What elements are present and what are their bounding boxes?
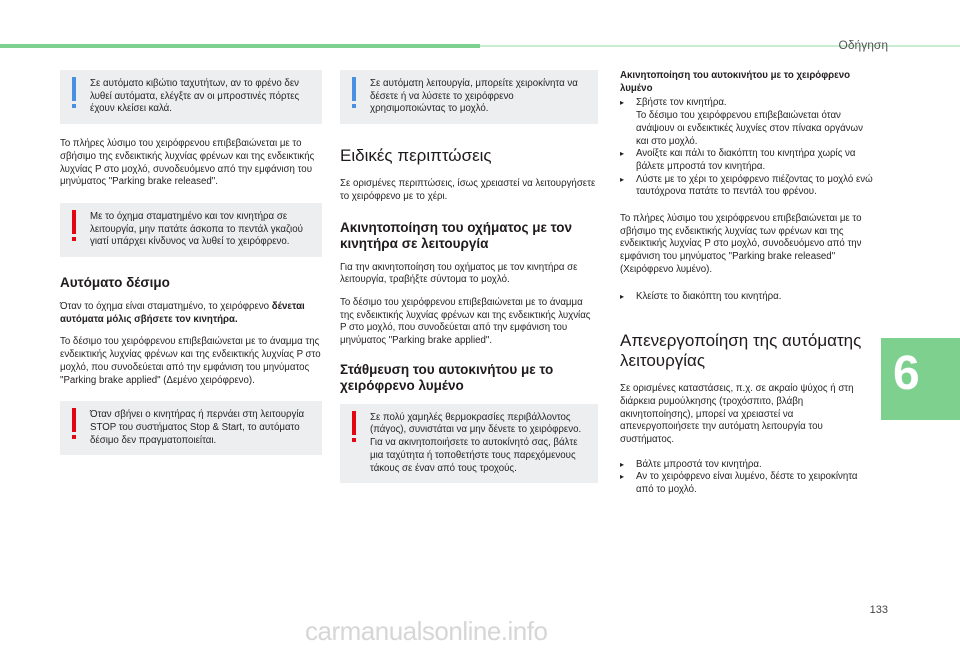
bullet-item: ▸ Λύστε με το χέρι το χειρόφρενο πιέζοντας το μοχλό ενώ ταυτόχρονα πατάτε το πεντάλ του φρένου. — [620, 174, 875, 199]
paragraph-text: Όταν το όχημα είναι σταματημένο, το χειρόφρενο — [60, 301, 272, 313]
heading-park-released: Στάθμευση του αυτοκινήτου με το χειρόφρενο λυμένο — [340, 361, 554, 393]
section-title: Οδήγηση — [838, 38, 888, 52]
column-2 — [340, 70, 598, 483]
chapter-tab — [881, 338, 960, 420]
paragraph — [60, 301, 322, 326]
paragraph: Για την ακινητοποίηση του οχήματος με τον κινητήρα σε λειτουργία, τραβήξτε σύντομα το μοχλό. — [340, 261, 578, 286]
warning-note-text: Με το όχημα σταματημένο και τον κινητήρα σε λειτουργία, μην πατάτε άσκοπα το πεντάλ γκαζιού γιατί υπάρχει κίνδυνος να λυθεί το χειρόφρενο. — [90, 210, 303, 248]
info-note — [340, 70, 598, 124]
column-3 — [620, 70, 875, 497]
bullet-item: ▸ Σβήστε τον κινητήρα. Το δέσιμο του χειρόφρενου επιβεβαιώνεται όταν ανάψουν οι ενδεικτικές λυχνίες στον πίνακα οργάνων και στο μοχλό. — [620, 97, 875, 148]
paragraph: Το δέσιμο του χειρόφρενου επιβεβαιώνεται με το άναμμα της ενδεικτικής λυχνίας φρένων και της ενδεικτικής λυχνίας P στο μοχλό, που συνοδεύεται από την εμφάνιση του μηνύματος "Parking brake applied" (Δεμένο χειρόφρενο). — [60, 336, 321, 386]
warning-icon — [72, 210, 76, 234]
bullet-item: ▸ Βάλτε μπροστά τον κινητήρα. — [620, 459, 875, 472]
info-note-text: Σε αυτόματη λειτουργία, μπορείτε χειροκίνητα να δέσετε ή να λύσετε το χειρόφρενο χρησιμοποιώντας το μοχλό. — [370, 78, 578, 115]
info-icon — [352, 77, 356, 101]
warning-note — [60, 401, 322, 455]
warning-icon — [72, 408, 76, 432]
info-icon — [72, 77, 76, 101]
subheading-immobilise: Ακινητοποίηση του αυτοκινήτου με το χειρόφρενο λυμένο — [620, 70, 851, 94]
info-note-text: Σε αυτόματο κιβώτιο ταχυτήτων, αν το φρένο δεν λυθεί αυτόματα, ελέγξτε αν οι μπροστινές πόρτες έχουν κλείσει καλά. — [90, 78, 300, 115]
paragraph: Το πλήρες λύσιμο του χειρόφρενου επιβεβαιώνεται με το σβήσιμο της ενδεικτικής λυχνίας των φρένων και της ενδεικτικής λυχνίας P στο μοχλό, συνοδευόμενο από την εμφάνιση του μηνύματος "Parking brake released" (Χειρόφρενο λυμένο). — [620, 213, 862, 275]
header-accent-bar-light — [480, 45, 960, 47]
warning-note-text: Όταν σβήνει ο κινητήρας ή περνάει στη λειτουργία STOP του συστήματος Stop & Start, το αυτόματο δέσιμο δεν πραγματοποιείται. — [90, 409, 305, 446]
heading-immobilise-running: Ακινητοποίηση του οχήματος με τον κινητήρα σε λειτουργία — [340, 219, 573, 251]
warning-note — [60, 203, 322, 257]
bullet-item: ▸ Ανοίξτε και πάλι το διακόπτη του κινητήρα χωρίς να βάλετε μπροστά τον κινητήρα. — [620, 148, 875, 173]
paragraph-bold-text: δένεται αυτόματα μόλις σβήσετε τον κινητήρα. — [60, 301, 305, 325]
page-number: 133 — [869, 604, 888, 616]
chapter-number: 6 — [893, 347, 920, 400]
heading-disable-auto: Απενεργοποίηση της αυτόματης λειτουργίας — [620, 331, 862, 371]
info-note — [60, 70, 322, 124]
heading-auto-engage: Αυτόματο δέσιμο — [60, 275, 170, 291]
paragraph: Το δέσιμο του χειρόφρενου επιβεβαιώνεται με το άναμμα της ενδεικτικής λυχνίας φρένων και της ενδεικτικής λυχνίας P στο μοχλό, που συνοδεύεται από την εμφάνιση του μηνύματος "Parking brake applied". — [340, 296, 591, 347]
heading-special-cases: Ειδικές περιπτώσεις — [340, 146, 492, 166]
paragraph: Σε ορισμένες καταστάσεις, π.χ. σε ακραίο ψύχος ή στη διάρκεια ρυμούλκησης (τροχόσπιτο, βλάβη ακινητοποίησης), μπορεί να χρειαστεί να απενεργοποιήσετε την αυτόματη λειτουργία του συστήματος. — [620, 383, 854, 446]
header-accent-bar — [0, 44, 480, 48]
warning-note-text: Σε πολύ χαμηλές θερμοκρασίες περιβάλλοντος (πάγος), συνιστάται να μην δένετε το χειρόφρενο. Για να ακινητοποιήσετε το αυτοκίνητό σας, βάλτε μια ταχύτητα ή τοποθετήστε τους παρεχόμενους τάκους σε έναν από τους τροχούς. — [370, 411, 582, 474]
paragraph: Σε ορισμένες περιπτώσεις, ίσως χρειαστεί να λειτουργήσετε το χειρόφρενο με το χέρι. — [340, 178, 596, 202]
watermark — [0, 616, 960, 649]
warning-note — [340, 404, 598, 484]
bullet-item: ▸ Κλείστε το διακόπτη του κινητήρα. — [620, 291, 875, 304]
column-1 — [60, 70, 322, 455]
watermark-text: carmanualsonline.info — [305, 616, 548, 646]
bullet-item: ▸ Αν το χειρόφρενο είναι λυμένο, δέστε το χειροκίνητα από το μοχλό. — [620, 471, 875, 496]
paragraph: Το πλήρες λύσιμο του χειρόφρενου επιβεβαιώνεται με το σβήσιμο της ενδεικτικής λυχνίας φρένων και της ενδεικτικής λυχνίας P στο μοχλό, συνοδευόμενο από την εμφάνιση του μηνύματος "Parking brake released". — [60, 138, 315, 188]
warning-icon — [352, 411, 356, 435]
